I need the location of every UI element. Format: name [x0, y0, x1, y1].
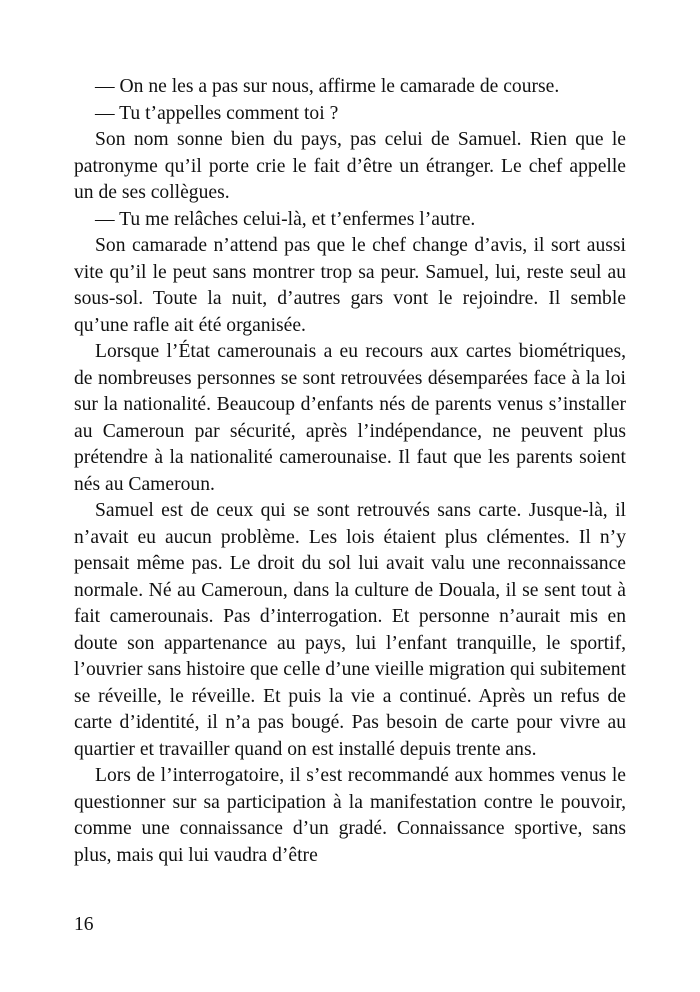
paragraph-3: Son nom sonne bien du pays, pas celui de Samuel. Rien que le patronyme qu’il porte crie le fait d’être un étranger. Le chef appelle un de ses collègues.: [74, 129, 626, 203]
paragraph-dialogue-2: — Tu t’appelles comment toi ?: [95, 102, 339, 124]
page-number: 16: [74, 914, 94, 935]
paragraph-dialogue-1: — On ne les a pas sur nous, affirme le camarade de course.: [95, 76, 560, 97]
paragraph-5: Son camarade n’attend pas que le chef change d’avis, il sort aussi vite qu’il le peut sans montrer trop sa peur. Samuel, lui, reste seul au sous-sol. Toute la nuit, d’autres gars vont le rejoindre. Il semble qu’une rafle ait été organisée.: [74, 235, 626, 336]
paragraph-8: Lors de l’interrogatoire, il s’est recommandé aux hommes venus le questionner sur sa participation à la manifestation contre le pouvoir, comme une connaissance d’un gradé. Connaissance sportive, sans plus, mais qui lui vaudra d’être: [74, 765, 626, 866]
book-page-text: [74, 74, 626, 869]
paragraph-6: Lorsque l’État camerounais a eu recours aux cartes biométriques, de nombreuses personnes se sont retrouvées désemparées face à la loi sur la nationalité. Beaucoup d’enfants nés de parents venus s’installer au Cameroun par sécurité, après l’indépendance, ne peuvent plus prétendre à la nationalité camerounaise. Il faut que les parents soient nés au Cameroun.: [74, 341, 626, 495]
paragraph-dialogue-4: — Tu me relâches celui-là, et t’enfermes l’autre.: [95, 208, 476, 230]
paragraph-7: Samuel est de ceux qui se sont retrouvés sans carte. Jusque-là, il n’avait eu aucun problème. Les lois étaient plus clémentes. Il n’y pensait même pas. Le droit du sol lui avait valu une reconnaissance normale. Né au Cameroun, dans la culture de Douala, il se sent tout à fait camerounais. Pas d’interrogation. Et personne n’aurait mis en doute son appartenance au pays, lui l’enfant tranquille, le sportif, l’ouvrier sans histoire que celle d’une vieille migration qui subitement se réveille, le réveille. Et puis la vie a continué. Après un refus de carte d’identité, il n’a pas bougé. Pas besoin de carte pour vivre au quartier et travailler quand on est installé depuis trente ans.: [74, 500, 626, 760]
